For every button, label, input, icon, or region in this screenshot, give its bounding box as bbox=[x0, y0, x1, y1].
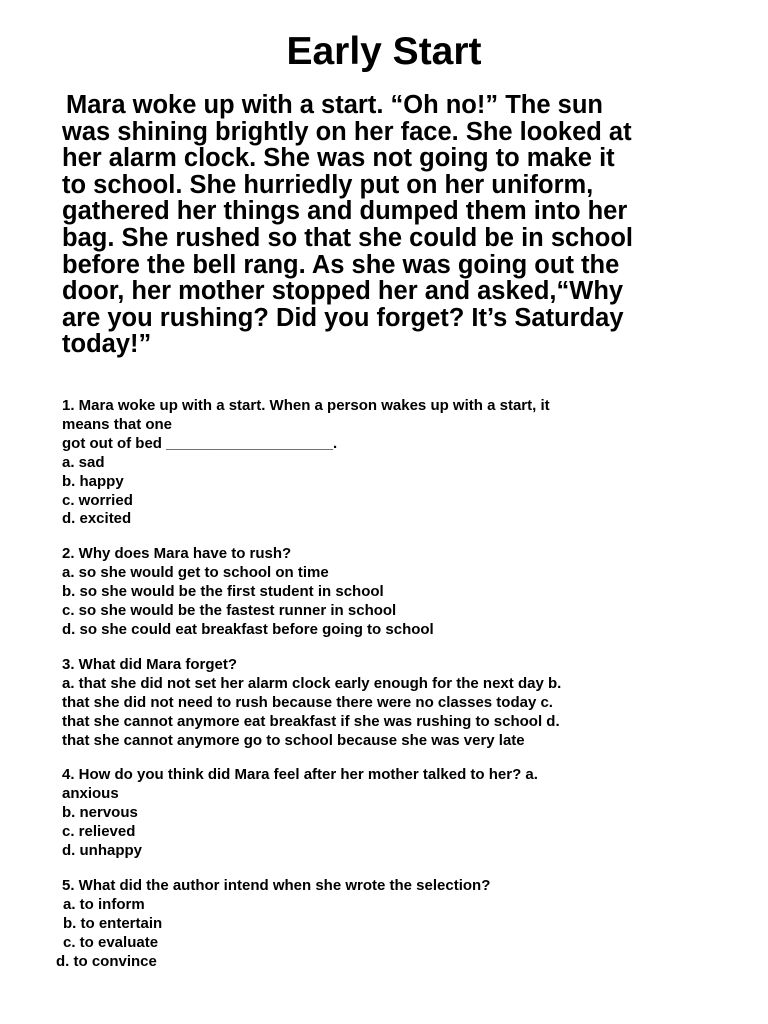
answer-option: a. that she did not set her alarm clock early enough for the next day b. bbox=[62, 674, 562, 692]
answer-option: a. to inform bbox=[63, 895, 145, 913]
story-line: gathered her things and dumped them into her bbox=[62, 197, 628, 226]
question-text: 4. How do you think did Mara feel after her mother talked to her? a. bbox=[62, 766, 538, 784]
answer-option: d. excited bbox=[62, 510, 132, 528]
answer-option: c. to evaluate bbox=[63, 933, 159, 951]
answer-option: d. to convince bbox=[56, 952, 157, 970]
question-text: 1. Mara woke up with a start. When a person wakes up with a start, it bbox=[62, 397, 550, 414]
question-4 bbox=[62, 766, 722, 861]
answer-option: b. happy bbox=[62, 472, 124, 490]
answer-option: that she cannot anymore go to school because she was very late bbox=[62, 731, 525, 749]
answer-option: that she cannot anymore eat breakfast if she was rushing to school d. bbox=[62, 712, 560, 730]
story-line: her alarm clock. She was not going to make it bbox=[62, 144, 615, 173]
answer-option: d. unhappy bbox=[62, 842, 142, 860]
question-text: 2. Why does Mara have to rush? bbox=[62, 545, 292, 563]
answer-option: that she did not need to rush because there were no classes today c. bbox=[62, 693, 553, 711]
story-line: are you rushing? Did you forget? It’s Saturday bbox=[62, 303, 624, 332]
answer-option: d. so she could eat breakfast before going to school bbox=[62, 620, 434, 638]
story-line: bag. She rushed so that she could be in school bbox=[62, 223, 633, 252]
answer-option: c. so she would be the fastest runner in school bbox=[62, 602, 397, 620]
question-text: 3. What did Mara forget? bbox=[62, 655, 238, 673]
question-list bbox=[56, 397, 722, 987]
story-line: was shining brightly on her face. She looked at bbox=[62, 117, 632, 146]
question-text: got out of bed ____________________. bbox=[62, 434, 338, 452]
story-paragraph bbox=[62, 92, 742, 358]
question-5 bbox=[56, 876, 722, 972]
story-line: today!” bbox=[62, 330, 152, 359]
question-3 bbox=[62, 656, 722, 751]
question-text: means that one bbox=[62, 415, 173, 433]
answer-option: b. to entertain bbox=[63, 914, 163, 932]
answer-option: c. worried bbox=[62, 491, 133, 509]
question-1 bbox=[62, 397, 722, 529]
question-text: 5. What did the author intend when she wrote the selection? bbox=[62, 876, 491, 894]
answer-option: c. relieved bbox=[62, 823, 136, 841]
question-2 bbox=[62, 545, 722, 640]
story-line: door, her mother stopped her and asked,“Why bbox=[62, 277, 624, 306]
story-line: Mara woke up with a start. “Oh no!” The sun bbox=[66, 91, 603, 119]
story-line: before the bell rang. As she was going out the bbox=[62, 250, 620, 279]
answer-option: b. so she would be the first student in school bbox=[62, 583, 384, 601]
story-line: to school. She hurriedly put on her uniform, bbox=[62, 170, 594, 199]
answer-option: a. so she would get to school on time bbox=[62, 564, 329, 582]
answer-option: b. nervous bbox=[62, 804, 138, 822]
answer-option: anxious bbox=[62, 785, 119, 803]
worksheet-title: Early Start bbox=[286, 30, 482, 73]
answer-option: a. sad bbox=[62, 453, 105, 471]
